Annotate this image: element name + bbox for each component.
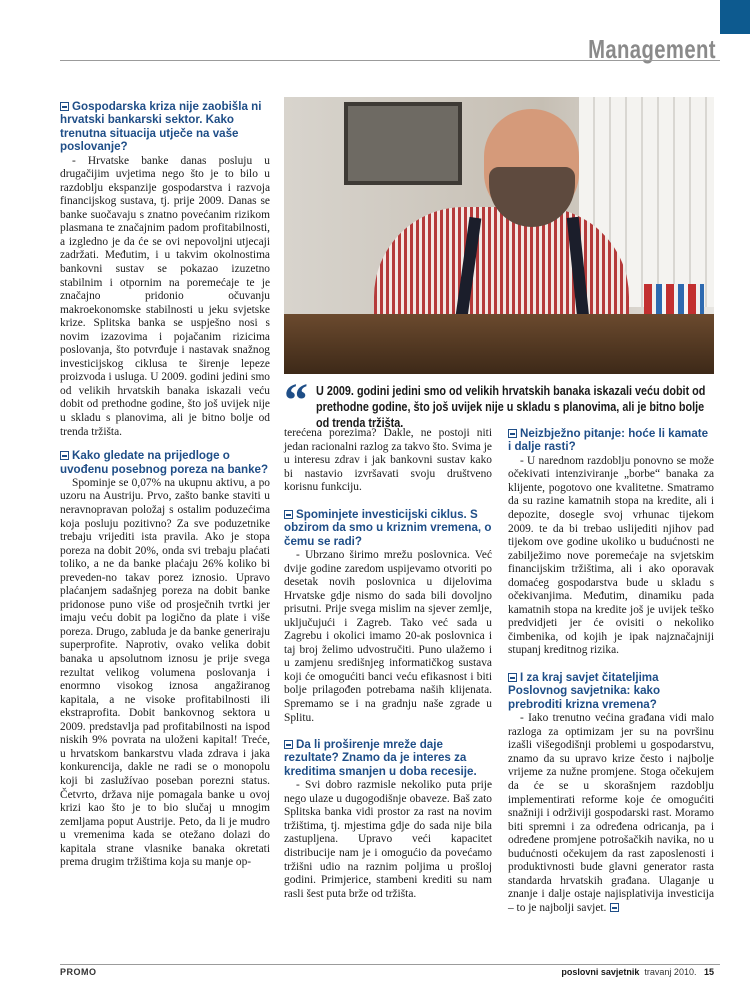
- wall-picture: [344, 102, 462, 185]
- answer-1: - Hrvatske banke danas posluju u drugačijim uvjetima nego što je to bilo u razdoblju ekspanzije gospodarstva i razvoja financijskog sustava, tj. prije 2009. Danas se banke suočavaju s znatno povećanim rizikom plasmana te značajnim padom profitabilnosti, a izgledno je da će se ovi nepovoljni utjecaji zadržati. Međutim, i u takvim okolnostima bankovni sustav se pokazao izuzetno stabilnim i otpornim na poremećaje te je značajno pridonio očuvanju makroekonomske stabilnosti u jeku svjetske krize. Splitska banka se uspješno nosi s novim izazovima i pojačanim rizicima poslovanja, što potvrđuje i nastavak snažnog investicijskog ciklusa te širenje lepeze proizvoda i usluga. U 2009. godini jedini smo od velikih hrvatskih banaka iskazali veću dobit od prethodne godine, što još uvijek nije u skladu s planovima, ali je bitno bolje od trenda tržišta.: [60, 154, 270, 438]
- corner-tab: [720, 0, 750, 34]
- quote-mark-icon: “: [284, 374, 308, 427]
- question-5: Neizbježno pitanje: hoće li kamate i dalje rasti?: [508, 427, 709, 454]
- column-3: [508, 427, 714, 928]
- interview-photo: [284, 97, 714, 374]
- question-1: Gospodarska kriza nije zaobišla ni hrvatski bankarski sektor. Kako trenutna situacija utječe na vaše poslovanje?: [60, 100, 262, 154]
- issue-date: travanj 2010.: [644, 967, 697, 977]
- question-3: Spominjete investicijski ciklus. S obzirom da smo u kriznim vremena, o čemu se radi?: [284, 507, 492, 548]
- question-icon: [60, 102, 69, 111]
- question-2: Kako gledate na prijedloge o uvođenu posebnog poreza na banke?: [60, 449, 269, 476]
- desk: [284, 314, 714, 374]
- answer-3: - Ubrzano širimo mrežu poslovnica. Već dvije godine zaredom uspijevamo otvoriti po desetak novih poslovnica u dijelovima Hrvatske gdje nismo do sada bili dovoljno prisutni. Prije svega mislim na sjever zemlje, uključujući i Zagreb. Tako već sada u Zagrebu i okolici imamo 20-ak poslovnica i taj broj želimo udvostručiti. Puno ulažemo i u zamjenu središnjeg informatičkog sustava koji će omogućiti banci veću efikasnost i biti bolje prilagođen potrebama naših klijenata. Spremamo se i na gradnju naše zgrade u Splitu.: [284, 548, 492, 724]
- column-2: [284, 427, 492, 914]
- answer-2-continued: terećena porezima? Dakle, ne postoji niti jedan racionalni razlog za takvo što. Svima je u interesu zdrav i jak bankovni sustav kako bi nastavio izvršavati svoju društveno korisnu funkciju.: [284, 427, 492, 494]
- pull-quote: “ U 2009. godini jedini smo od velikih hrvatskih banaka iskazali veću dobit od prethodne godine, što još uvijek nije u skladu s planovima, ali je bitno bolje od trenda tržišta.: [284, 374, 706, 430]
- end-of-article-icon: [610, 903, 619, 912]
- question-icon: [284, 740, 293, 749]
- top-rule: [60, 60, 720, 61]
- bottom-rule: [60, 964, 720, 965]
- question-icon: [508, 429, 517, 438]
- magazine-name: poslovni savjetnik: [561, 967, 640, 977]
- question-6: I za kraj savjet čitateljima Poslovnog savjetnika: kako prebroditi krizna vremena?: [508, 671, 661, 711]
- column-1: [60, 100, 270, 883]
- page-number: 15: [703, 967, 714, 977]
- question-icon: [508, 673, 517, 682]
- question-icon: [284, 510, 293, 519]
- answer-2: Spominje se 0,07% na ukupnu aktivu, a po uzoru na Austriju. Prvo, zašto banke staviti u neravnopravan položaj s ostalim poduzećima koja posluju pozitivno? Za sve poduzetnike trebaju vrijediti ista pravila. Ako je stopa poreza na dobit 20%, onda svi trebaju plaćati toliko, a ne da banke plaćaju 26% koliko bi preveden-no takav porez iznosio. Upravo plaćanjem sadašnjeg poreza na dobit banke pridonose puno više od prosječnih tvrtki jer imaju veću dobit pa logično da plate i više poreza. Drugo, zabluda je da banke generiraju superprofite. Naprotiv, ovako velika dobit banaka u apsolutnom iznosu je prije svega rezultat velikog volumena poslovanja i enormno visokog iznosa angažiranog kapitala, a ne visoke profitabilnosti ili ekstraprofita. Dobit bankovnog sektora u 2009. predstavlja pad profitabilnosti na ispod niskih 9% povrata na uloženi kapital! Treće, u hrvatskom bankarstvu vlada zdrava i jaka konkurencija, dakle ne radi se o monopolu koji bi zaslužívao poseban porezni status. Četvrto, država nije pomagala banke u ovoj krizi kao što je to bio slučaj u mnogim zemljama poput Austrije. Peto, da li je mudro u vremenima kada se otežano dolazi do kapitala strane vlasnike banaka okretati prema drugim tržištima koja su manje op-: [60, 476, 270, 869]
- answer-6: - Iako trenutno većina građana vidi malo razloga za optimizam jer su na površinu izašli višegodišnji problemi u gospodarstvu, znamo da su upravo krize često i najbolje vrijeme za nužne promjene. Stoga očekujem da će se u skorašnjem razdoblju implementirati reforme koje će omogućiti snažniji i održiviji gospodarski rast. Moramo biti spremni i za određena odricanja, pa i određene promjene potrošačkih navika, no u budućnosti očekujem da rast zaposlenosti i produktivnosti bude glavni generator rasta standarda hrvatskih građana. Ulaganje u znanje i dalje ostaje najisplativija investicija – to je najbolji savjet.: [508, 712, 714, 914]
- section-title: Management: [588, 34, 716, 64]
- question-4: Da li proširenje mreže daje rezultate? Znamo da je interes za kreditima smanjen u doba recesije.: [284, 738, 477, 778]
- question-icon: [60, 451, 69, 460]
- answer-5: - U narednom razdoblju ponovno se može očekivati intenziviranje „borbe“ banaka za klijente, pogotovo one kvalitetne. Smatramo da su razine kamatnih stopa na kredite, ali i depozite, dosegle svoj vrhunac tijekom 2009. te da bi trebao uslijediti njihov pad tijekom ove godine ukoliko u budućnosti ne zabilježimo nove poremećaje na svjetskim financijskim tržištima, ali i ako oporavak domaćeg gospodarstva bude u skladu s očekivanjima. Međutim, dinamiku pada kamatnih stopa na kredite još je uvijek teško predvidjeti jer će ovisiti o nekoliko čimbenika, od kojih je ipak najznačajniji stupanj kreditnog rizika.: [508, 454, 714, 657]
- page-footer: [561, 967, 714, 977]
- answer-4: - Svi dobro razmisle nekoliko puta prije nego ulaze u dugogodišnje obaveze. Baš zato Splitska banka vidi prostor za rast na novim tržištima, tj. mjestima gdje do sada nije bila zastupljena. Upravo veći kapacitet distribucije nam je i omogućio da povećamo tržišni udio na raznim poljima u prošloj godini. Primjerice, stambeni krediti su nam rasli šest puta brže od tržišta.: [284, 779, 492, 900]
- promo-label: PROMO: [60, 967, 97, 977]
